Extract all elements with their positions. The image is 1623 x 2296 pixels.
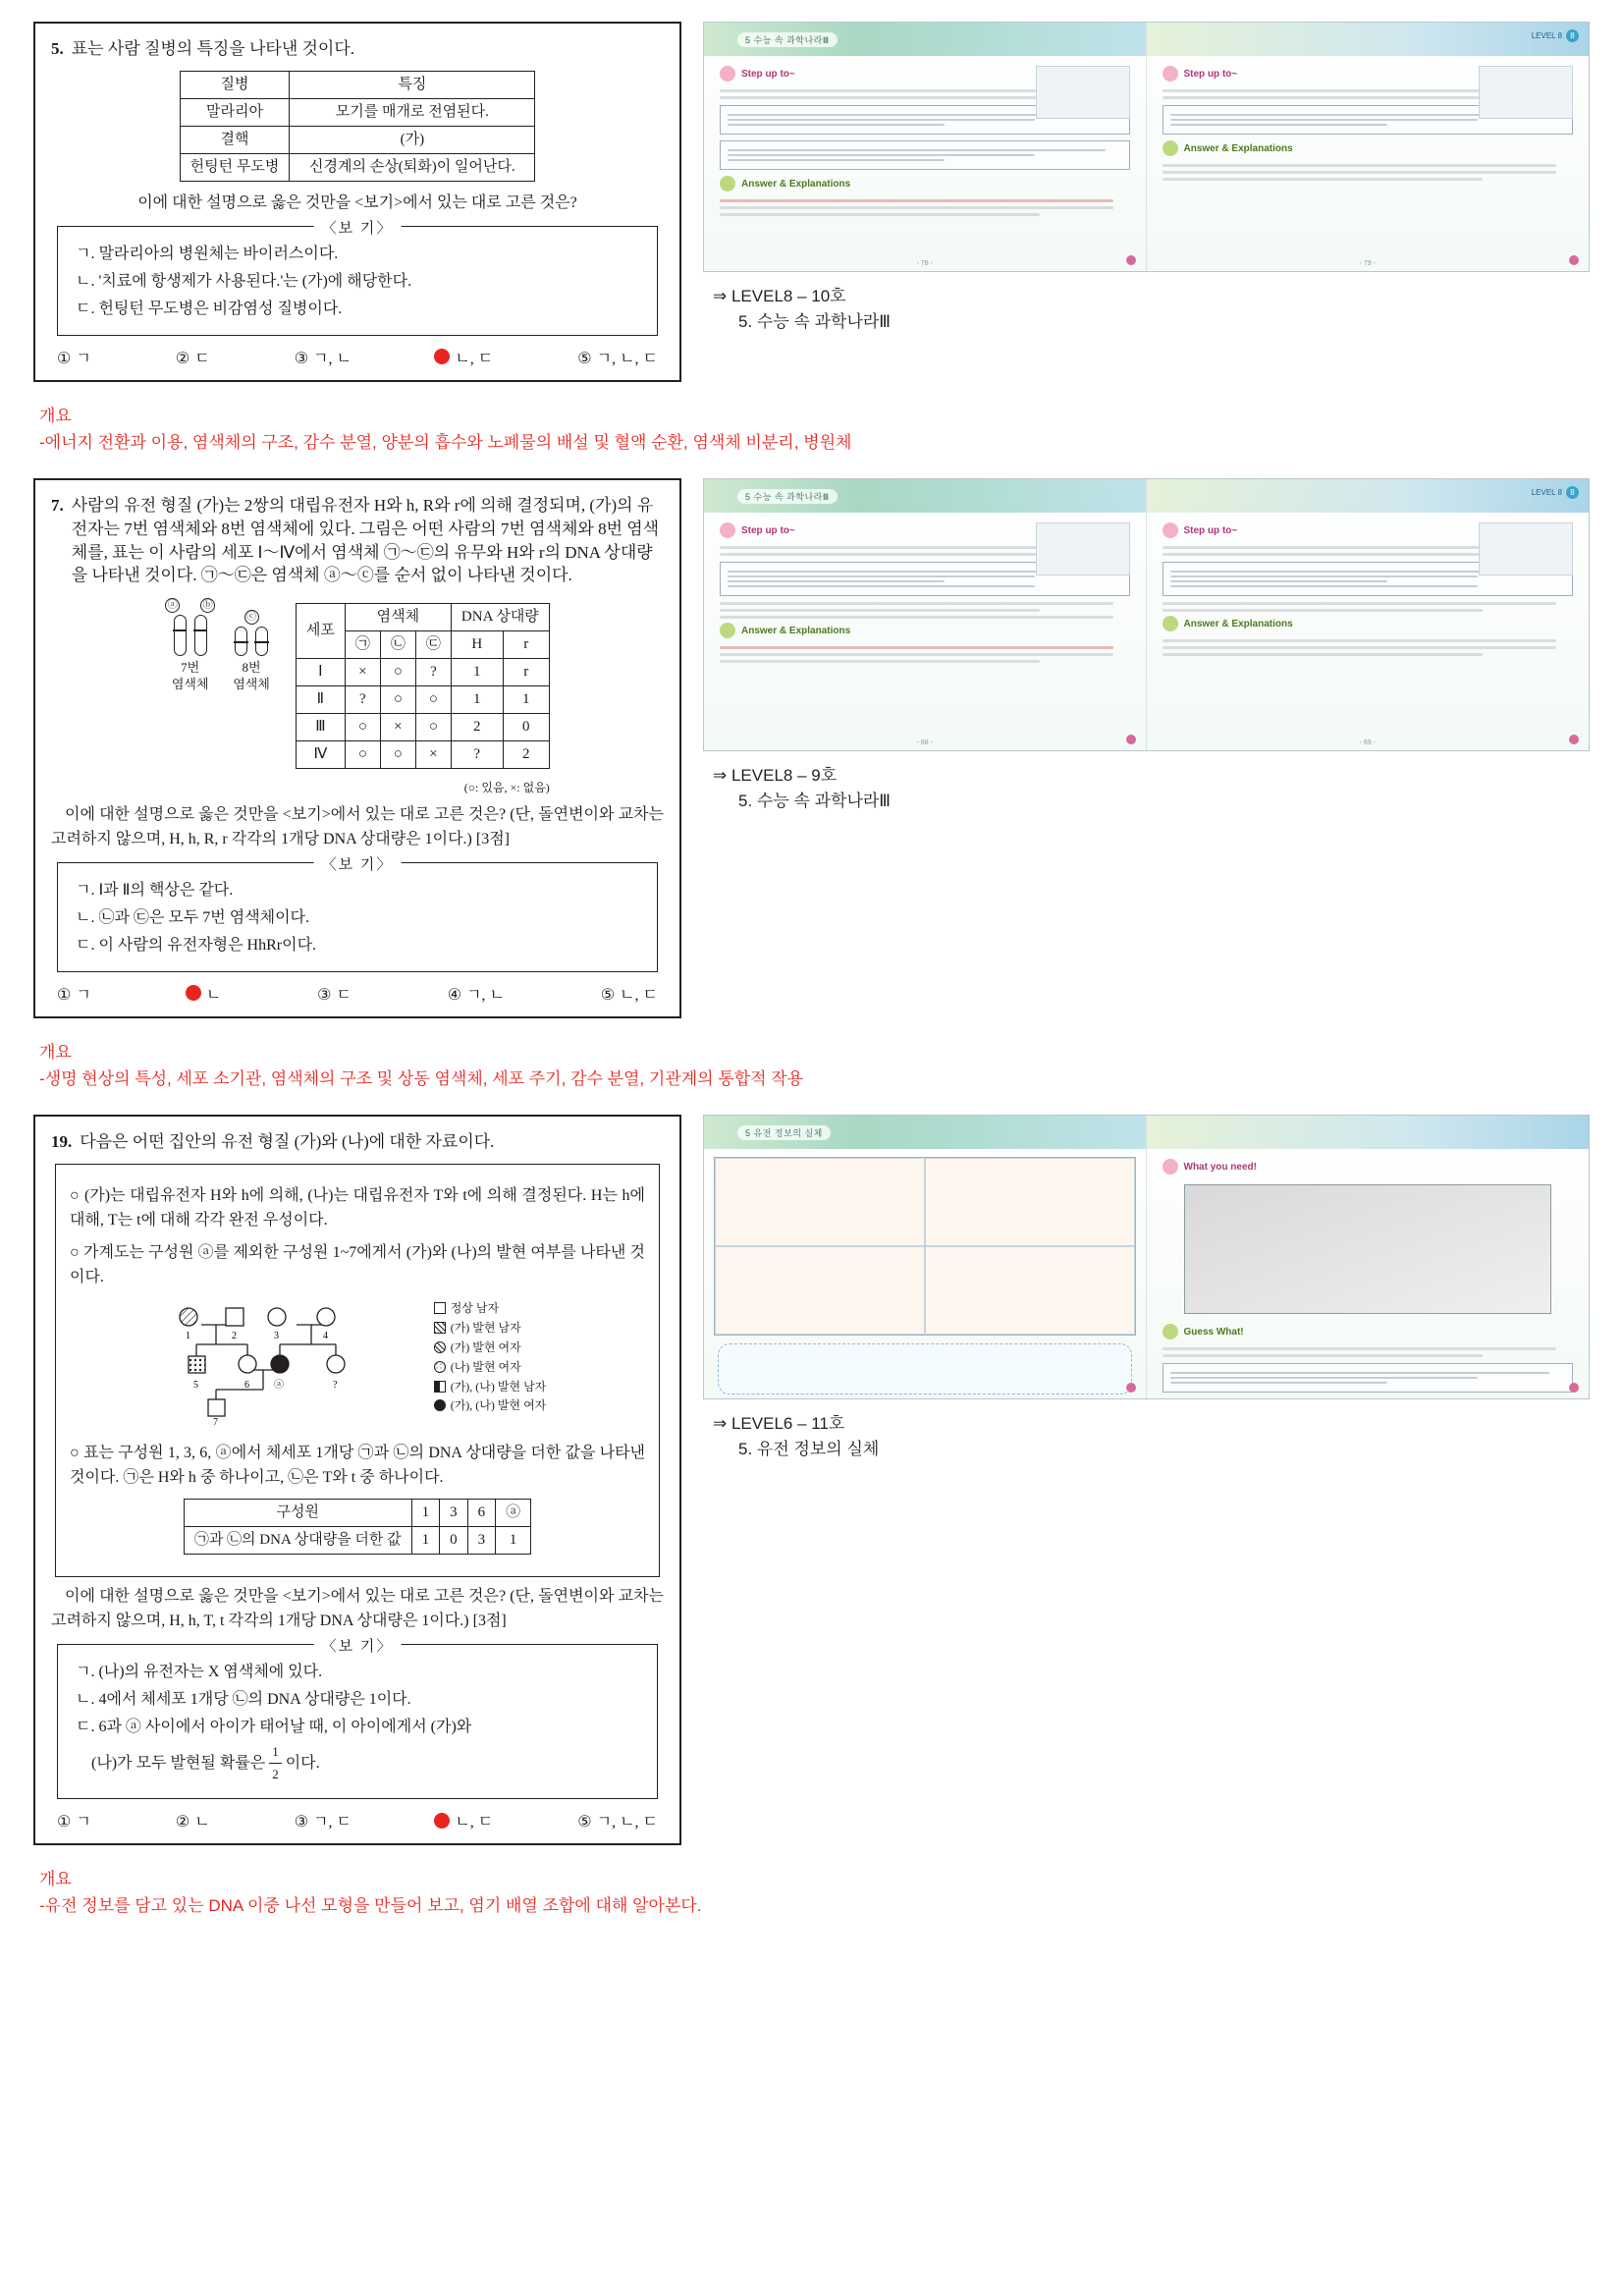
scan-header-bar bbox=[704, 479, 1146, 513]
chromosome-shape bbox=[174, 615, 187, 656]
scan-section-title: Step up to~ bbox=[1183, 68, 1238, 80]
chromosome-label-c: ⓒ bbox=[244, 610, 259, 625]
data-box bbox=[55, 1164, 660, 1577]
scan-section-heading bbox=[1163, 66, 1472, 82]
table-cell: ○ bbox=[345, 714, 380, 741]
scan-answer-heading bbox=[1163, 1324, 1574, 1339]
scan-header-bar bbox=[1147, 23, 1590, 56]
legend-item bbox=[434, 1358, 547, 1378]
table-cell: 1 bbox=[451, 659, 503, 686]
bogi-item: ㄷ. 6과 ⓐ 사이에서 아이가 태어날 때, 이 아이에게서 (가)와 (나)가 모두 발현될 확률은 $\frac{1}{2}$ 이다. bbox=[76, 1714, 639, 1787]
scan-section-heading bbox=[720, 522, 1028, 538]
bogi-item: ㄷ. 이 사람의 유전자형은 HhRr이다. bbox=[76, 936, 317, 954]
bogi-item: ㄱ. (나)의 유전자는 X 염색체에 있다. bbox=[76, 1663, 323, 1680]
question-number: 5. bbox=[51, 39, 64, 58]
scan-section-title: Step up to~ bbox=[741, 68, 795, 80]
scan-column-3 bbox=[703, 1115, 1590, 1461]
level-dot-icon: 8 bbox=[1566, 486, 1579, 499]
table-cell: 2 bbox=[451, 714, 503, 741]
svg-text:2: 2 bbox=[231, 1331, 237, 1342]
legend-item bbox=[434, 1299, 547, 1319]
question-stem: 다음은 어떤 집안의 유전 형질 (가)와 (나)에 대한 자료이다. bbox=[80, 1132, 495, 1152]
scan-section-title: Step up to~ bbox=[1183, 524, 1238, 536]
bogi-label: 〈보 기〉 bbox=[314, 1634, 402, 1660]
choice-text: ㄱ bbox=[76, 350, 91, 367]
disease-table bbox=[180, 71, 536, 182]
choice-text: ㄱ, ㄴ, ㄷ bbox=[596, 350, 658, 367]
bogi-box bbox=[57, 220, 658, 336]
scan-body bbox=[1147, 56, 1590, 196]
table-cell: ○ bbox=[415, 714, 451, 741]
table-header-cell: ㉡ bbox=[380, 631, 415, 659]
chromosome-shape bbox=[194, 615, 207, 656]
summary-1 bbox=[39, 402, 1590, 456]
choice-mark: ④ bbox=[447, 986, 462, 1004]
scan-page-number: - 69 - bbox=[1359, 739, 1376, 747]
svg-text:1: 1 bbox=[185, 1331, 190, 1342]
scan-answer-heading bbox=[720, 176, 1130, 191]
summary-title: 개요 bbox=[39, 1042, 72, 1062]
scan-level-badge bbox=[1532, 29, 1579, 42]
scan-page-number: - 79 - bbox=[1359, 260, 1376, 267]
table-cell: r bbox=[503, 659, 549, 686]
legend-symbol bbox=[434, 1322, 446, 1334]
table-header-cell: DNA 상대량 bbox=[451, 604, 549, 631]
question-card-1 bbox=[33, 22, 681, 382]
chromosome-group-7 bbox=[165, 597, 215, 693]
chromosome-caption: 7번 염색체 bbox=[171, 660, 209, 692]
answer-choice[interactable] bbox=[57, 346, 91, 368]
answer-choice[interactable] bbox=[176, 1809, 210, 1831]
table-cell: 3 bbox=[467, 1526, 496, 1554]
table-cell: 1 bbox=[411, 1526, 440, 1554]
scan-section-title: What you need! bbox=[1183, 1161, 1257, 1173]
bubble-icon bbox=[1163, 1324, 1178, 1339]
table-row bbox=[296, 741, 549, 769]
table-cell: ㉠과 ㉡의 DNA 상대량을 더한 값 bbox=[184, 1526, 411, 1554]
scan-level-label: LEVEL 8 bbox=[1531, 488, 1562, 498]
scan-chapter-chip: 5 수능 속 과학나라Ⅲ bbox=[737, 32, 838, 47]
answer-choice-selected[interactable] bbox=[436, 346, 493, 368]
scan-header-bar bbox=[704, 1116, 1146, 1149]
bogi-item: ㄴ. ㉡과 ㉢은 모두 7번 염색체이다. bbox=[76, 908, 310, 926]
chromosome-label-b: ⓑ bbox=[200, 598, 215, 613]
legend-item bbox=[434, 1319, 547, 1339]
chromosome-group-8 bbox=[233, 609, 270, 693]
scan-section-heading bbox=[1163, 1159, 1574, 1175]
choice-text: ㄱ bbox=[76, 1814, 91, 1831]
decorative-dot-icon bbox=[1126, 255, 1136, 265]
scan-section-heading bbox=[720, 66, 1028, 82]
table-header-cell: ㉠ bbox=[345, 631, 380, 659]
table-header-cell: 질병 bbox=[180, 71, 290, 98]
bubble-icon bbox=[720, 522, 735, 538]
svg-text:6: 6 bbox=[243, 1380, 249, 1392]
legend-label: (나) 발현 여자 bbox=[450, 1359, 521, 1374]
question-stem: 표는 사람 질병의 특징을 나타낸 것이다. bbox=[71, 39, 355, 58]
scan-header-bar bbox=[1147, 1116, 1590, 1149]
summary-title: 개요 bbox=[39, 1870, 72, 1889]
svg-text:4: 4 bbox=[322, 1331, 328, 1342]
legend-item bbox=[434, 1339, 547, 1358]
svg-text:5: 5 bbox=[192, 1380, 198, 1392]
svg-text:3: 3 bbox=[273, 1331, 279, 1342]
table-row bbox=[180, 153, 535, 181]
choice-text: ㄴ, ㄷ bbox=[620, 986, 658, 1004]
scan-thumbnail bbox=[1479, 522, 1573, 575]
question-number: 7. bbox=[51, 496, 64, 516]
scan-header-bar bbox=[1147, 479, 1590, 513]
fraction-one-half: $\frac{1}{2}$ bbox=[269, 1741, 282, 1787]
scan-thumbnail bbox=[1036, 66, 1130, 119]
bubble-icon bbox=[720, 66, 735, 82]
answer-choice-selected[interactable] bbox=[436, 1809, 493, 1831]
comic-panel bbox=[925, 1246, 1135, 1335]
legend-item bbox=[434, 1378, 547, 1397]
choice-mark: ⑤ bbox=[577, 1814, 592, 1831]
choice-mark: ① bbox=[57, 350, 72, 367]
bubble-icon bbox=[1163, 140, 1178, 156]
table-header-cell: H bbox=[451, 631, 503, 659]
scan-answer-title: Answer & Explanations bbox=[741, 178, 851, 190]
reference-line-2: 5. 유전 정보의 실체 bbox=[738, 1439, 880, 1458]
answer-choice[interactable] bbox=[601, 982, 658, 1005]
scan-body bbox=[1147, 1149, 1590, 1398]
table-header-cell: ㉢ bbox=[415, 631, 451, 659]
answer-choice[interactable] bbox=[295, 346, 352, 368]
comic-panel bbox=[925, 1158, 1135, 1246]
question-prompt: 이에 대한 설명으로 옳은 것만을 <보기>에서 있는 대로 고른 것은? (단, 돌연변이와 교차는 고려하지 않으며, H, h, T, t 각각의 1개당 DNA 상대량은 1이다.) [3점] bbox=[51, 1587, 664, 1629]
scan-page-left bbox=[704, 1116, 1147, 1398]
textbook-scan-1 bbox=[703, 22, 1590, 272]
level-dot-icon: 8 bbox=[1566, 29, 1579, 42]
scan-level-label: LEVEL 8 bbox=[1531, 31, 1562, 40]
bogi-label: 〈보 기〉 bbox=[314, 216, 402, 242]
answer-choices[interactable] bbox=[51, 982, 664, 1005]
dna-sum-table bbox=[184, 1499, 531, 1555]
table-header-cell: 염색체 bbox=[345, 604, 451, 631]
data-bullet: ○ (가)는 대립유전자 H와 h에 의해, (나)는 대립유전자 T와 t에 의해 결정된다. H는 h에 대해, T는 t에 대해 각각 완전 우성이다. bbox=[70, 1187, 645, 1229]
table-header-cell: r bbox=[503, 631, 549, 659]
choice-mark: ① bbox=[57, 1814, 72, 1831]
bubble-icon bbox=[1163, 66, 1178, 82]
scan-answer-title: Guess What! bbox=[1183, 1326, 1244, 1338]
table-row bbox=[184, 1526, 530, 1554]
summary-2 bbox=[39, 1038, 1590, 1092]
choice-text: ㄷ bbox=[194, 350, 210, 367]
table-cell: ? bbox=[345, 686, 380, 714]
decorative-dot-icon bbox=[1126, 735, 1136, 744]
legend-label: (가) 발현 여자 bbox=[450, 1339, 521, 1354]
pedigree-svg bbox=[169, 1299, 414, 1427]
question-number: 19. bbox=[51, 1132, 73, 1152]
reference-line-2: 5. 수능 속 과학나라Ⅲ bbox=[738, 311, 892, 331]
bubble-icon bbox=[720, 176, 735, 191]
choice-mark: ③ bbox=[294, 1814, 309, 1831]
table-cell: ○ bbox=[415, 686, 451, 714]
summary-3 bbox=[39, 1865, 1590, 1919]
scan-thumbnail bbox=[1479, 66, 1573, 119]
answer-choice[interactable] bbox=[176, 346, 210, 368]
answer-choice[interactable] bbox=[577, 346, 658, 368]
comic-panel bbox=[715, 1246, 925, 1335]
table-cell: 헌팅턴 무도병 bbox=[180, 153, 290, 181]
scan-thumbnail bbox=[1036, 522, 1130, 575]
table-cell: 모기를 매개로 전염된다. bbox=[290, 98, 535, 126]
choice-text: ㄴ, ㄷ bbox=[455, 350, 494, 367]
choice-mark: ① bbox=[57, 986, 72, 1004]
chromosome-shape bbox=[255, 627, 268, 656]
scan-page-left bbox=[704, 23, 1147, 271]
content-block-1 bbox=[33, 22, 1590, 455]
table-cell: ? bbox=[451, 741, 503, 769]
materials-photo bbox=[1184, 1184, 1552, 1314]
scan-page-left bbox=[704, 479, 1147, 750]
comic-panel-grid bbox=[714, 1157, 1136, 1336]
bogi-item: ㄴ. 4에서 체세포 1개당 ㉡의 DNA 상대량은 1이다. bbox=[76, 1690, 411, 1708]
data-bullet: ○ 표는 구성원 1, 3, 6, ⓐ에서 체세포 1개당 ㉠과 ㉡의 DNA 상대량을 더한 값을 나타낸 것이다. ㉠은 H와 h 중 하나이고, ㉡은 T와 t 중 하나이다. bbox=[70, 1445, 645, 1487]
choice-text: ㄴ, ㄷ bbox=[455, 1814, 494, 1831]
table-cell: 1 bbox=[503, 686, 549, 714]
content-block-3 bbox=[33, 1115, 1590, 1918]
pedigree-figure bbox=[70, 1299, 645, 1432]
table-row bbox=[180, 98, 535, 126]
table-row bbox=[296, 714, 549, 741]
textbook-scan-2 bbox=[703, 478, 1590, 751]
summary-body: -유전 정보를 담고 있는 DNA 이중 나선 모형을 만들어 보고, 염기 배열 조합에 대해 알아본다. bbox=[39, 1896, 702, 1916]
bogi-box bbox=[57, 856, 658, 972]
scan-answer-box bbox=[1163, 1363, 1574, 1393]
table-header-cell: 3 bbox=[440, 1499, 468, 1526]
bogi-item: ㄱ. Ⅰ과 Ⅱ의 핵상은 같다. bbox=[76, 881, 234, 899]
bogi-item: ㄷ. 헌팅턴 무도병은 비감염성 질병이다. bbox=[76, 300, 343, 317]
pedigree-canvas bbox=[169, 1299, 414, 1432]
cell-dna-table bbox=[296, 603, 550, 769]
table-cell: 0 bbox=[440, 1526, 468, 1554]
table-cell: ○ bbox=[380, 741, 415, 769]
legend-item bbox=[434, 1396, 547, 1416]
choice-mark: ② bbox=[175, 1814, 190, 1831]
bubble-icon bbox=[1163, 1159, 1178, 1175]
scan-page-number: - 78 - bbox=[916, 260, 933, 267]
answer-choice[interactable] bbox=[317, 982, 352, 1005]
table-header-cell: 구성원 bbox=[184, 1499, 411, 1526]
legend-label: 정상 남자 bbox=[450, 1301, 500, 1316]
chromosome-caption: 8번 염색체 bbox=[233, 660, 270, 692]
table-row bbox=[296, 659, 549, 686]
answer-choices[interactable] bbox=[51, 346, 664, 368]
answer-choices[interactable] bbox=[51, 1809, 664, 1831]
bogi-item: ㄱ. 말라리아의 병원체는 바이러스이다. bbox=[76, 245, 339, 262]
pedigree-legend bbox=[434, 1299, 547, 1416]
scan-section-title: Step up to~ bbox=[741, 524, 795, 536]
table-cell: 신경계의 손상(퇴화)이 일어난다. bbox=[290, 153, 535, 181]
reference-line-1: ⇒ LEVEL6 – 11호 bbox=[713, 1414, 845, 1434]
table-cell: 0 bbox=[503, 714, 549, 741]
legend-symbol bbox=[434, 1381, 446, 1393]
question-card-2 bbox=[33, 478, 681, 1018]
table-cell: × bbox=[345, 659, 380, 686]
table-cell: Ⅱ bbox=[296, 686, 345, 714]
bogi-label: 〈보 기〉 bbox=[314, 852, 402, 878]
choice-text: ㄴ bbox=[205, 986, 222, 1004]
answer-choice[interactable] bbox=[295, 1809, 352, 1831]
choice-mark: ③ bbox=[294, 350, 309, 367]
svg-text:?: ? bbox=[332, 1380, 338, 1392]
table-note: (○: 있음, ×: 없음) bbox=[463, 781, 550, 795]
question-stem: 사람의 유전 형질 (가)는 2쌍의 대립유전자 H와 h, R와 r에 의해 결정되며, (가)의 유전자는 7번 염색체와 8번 염색체에 있다. 그림은 어떤 사람의 7번 염색체와 8번 염색체를, 표는 이 사람의 세포 Ⅰ～Ⅳ에서 염색체 ㉠～㉢의 유무와 H와 r의 DNA 상대량을 나타낸 것이다. ㉠～㉢은 염색체 ⓐ～ⓒ를 순서 없이 나타낸 것이다. bbox=[71, 496, 660, 585]
answer-choice-selected[interactable] bbox=[188, 982, 222, 1005]
textbook-scan-3 bbox=[703, 1115, 1590, 1399]
scan-body bbox=[1147, 513, 1590, 672]
scan-page-right bbox=[1147, 23, 1590, 271]
answer-choice[interactable] bbox=[57, 982, 91, 1005]
decorative-dot-icon bbox=[1126, 1383, 1136, 1393]
choice-mark: ② bbox=[175, 350, 190, 367]
chromosome-label-a: ⓐ bbox=[165, 598, 180, 613]
comic-panel bbox=[715, 1158, 925, 1246]
scan-page-number: - 68 - bbox=[916, 739, 933, 747]
table-cell: 1 bbox=[451, 686, 503, 714]
table-cell: × bbox=[415, 741, 451, 769]
scan-header-bar bbox=[704, 23, 1146, 56]
table-cell: Ⅰ bbox=[296, 659, 345, 686]
choice-text: ㄱ, ㄴ bbox=[313, 350, 352, 367]
reference-3 bbox=[703, 1411, 1590, 1461]
chromosome-shape bbox=[235, 627, 247, 656]
summary-body: -생명 현상의 특성, 세포 소기관, 염색체의 구조 및 상동 염색체, 세포 주기, 감수 분열, 기관계의 통합적 작용 bbox=[39, 1068, 804, 1088]
table-cell: ○ bbox=[380, 686, 415, 714]
scan-section-heading bbox=[1163, 522, 1472, 538]
legend-symbol bbox=[434, 1302, 446, 1314]
table-cell: × bbox=[380, 714, 415, 741]
choice-text: ㄷ bbox=[336, 986, 352, 1004]
table-cell: Ⅳ bbox=[296, 741, 345, 769]
table-row bbox=[180, 126, 535, 153]
table-cell: 2 bbox=[503, 741, 549, 769]
bubble-icon bbox=[720, 623, 735, 638]
table-header-cell: 6 bbox=[467, 1499, 496, 1526]
table-cell: ? bbox=[415, 659, 451, 686]
choice-text: ㄱ, ㄴ, ㄷ bbox=[596, 1814, 658, 1831]
svg-text:ⓐ: ⓐ bbox=[273, 1380, 284, 1392]
reference-line-1: ⇒ LEVEL8 – 10호 bbox=[713, 287, 846, 305]
scan-page-right bbox=[1147, 1116, 1590, 1398]
data-bullet: ○ 가계도는 구성원 ⓐ를 제외한 구성원 1~7에게서 (가)와 (나)의 발현 여부를 나타낸 것이다. bbox=[70, 1243, 645, 1285]
scan-answer-heading bbox=[1163, 140, 1574, 156]
scan-body bbox=[704, 513, 1146, 679]
choice-text: ㄱ bbox=[76, 986, 91, 1004]
legend-label: (가) 발현 남자 bbox=[450, 1321, 521, 1336]
choice-text: ㄱ, ㄷ bbox=[313, 1814, 352, 1831]
scan-answer-title: Answer & Explanations bbox=[1183, 142, 1293, 154]
legend-symbol bbox=[434, 1341, 446, 1353]
choice-text: ㄴ bbox=[194, 1814, 210, 1831]
answer-choice[interactable] bbox=[448, 982, 505, 1005]
reference-2 bbox=[703, 763, 1590, 813]
scan-answer-title: Answer & Explanations bbox=[1183, 618, 1293, 629]
scan-answer-heading bbox=[1163, 616, 1574, 631]
scan-answer-heading bbox=[720, 623, 1130, 638]
table-cell: 말라리아 bbox=[180, 98, 290, 126]
decorative-dot-icon bbox=[1569, 255, 1579, 265]
table-header-cell: 특징 bbox=[290, 71, 535, 98]
scan-column-1 bbox=[703, 22, 1590, 334]
choice-text: ㄱ, ㄴ bbox=[466, 986, 505, 1004]
scan-column-2 bbox=[703, 478, 1590, 813]
question-prompt: 이에 대한 설명으로 옳은 것만을 <보기>에서 있는 대로 고른 것은? bbox=[137, 193, 577, 211]
table-header-cell: 세포 bbox=[296, 604, 345, 659]
table-cell: 결핵 bbox=[180, 126, 290, 153]
svg-text:7: 7 bbox=[212, 1417, 218, 1428]
scan-answer-box bbox=[720, 140, 1130, 170]
reference-line-2: 5. 수능 속 과학나라Ⅲ bbox=[738, 791, 892, 810]
legend-label: (가), (나) 발현 여자 bbox=[450, 1398, 547, 1413]
choice-mark: ⑤ bbox=[577, 350, 592, 367]
scan-page-right bbox=[1147, 479, 1590, 750]
reference-line-1: ⇒ LEVEL8 – 9호 bbox=[713, 766, 838, 786]
question-card-3 bbox=[33, 1115, 681, 1845]
choice-mark: ③ bbox=[317, 986, 332, 1004]
scan-body bbox=[704, 56, 1146, 232]
answer-choice[interactable] bbox=[57, 1809, 91, 1831]
table-cell: Ⅲ bbox=[296, 714, 345, 741]
legend-symbol bbox=[434, 1361, 446, 1373]
table-cell: ○ bbox=[345, 741, 380, 769]
bubble-icon bbox=[1163, 616, 1178, 631]
bubble-icon bbox=[1163, 522, 1178, 538]
legend-symbol bbox=[434, 1399, 446, 1411]
scan-chapter-chip: 5 수능 속 과학나라Ⅲ bbox=[737, 489, 838, 504]
bogi-item: ㄴ. '치료에 항생제가 사용된다.'는 (가)에 해당한다. bbox=[76, 272, 412, 290]
reference-1 bbox=[703, 284, 1590, 334]
summary-body: -에너지 전환과 이용, 염색체의 구조, 감수 분열, 양분의 흡수와 노폐물의 배설 및 혈액 순환, 염색체 비분리, 병원체 bbox=[39, 432, 852, 452]
speech-cloud bbox=[718, 1343, 1132, 1394]
table-cell: (가) bbox=[290, 126, 535, 153]
question-prompt: 이에 대한 설명으로 옳은 것만을 <보기>에서 있는 대로 고른 것은? (단, 돌연변이와 교차는 고려하지 않으며, H, h, R, r 각각의 1개당 DNA 상대량은 1이다.) [3점] bbox=[51, 806, 664, 848]
table-cell: 1 bbox=[496, 1526, 531, 1554]
bogi-box bbox=[57, 1638, 658, 1800]
table-cell: ○ bbox=[380, 659, 415, 686]
content-block-2 bbox=[33, 478, 1590, 1091]
scan-chapter-chip: 5 유전 정보의 실체 bbox=[737, 1125, 831, 1140]
table-header-cell: 1 bbox=[411, 1499, 440, 1526]
choice-mark: ⑤ bbox=[600, 986, 616, 1004]
table-row bbox=[296, 686, 549, 714]
legend-label: (가), (나) 발현 남자 bbox=[450, 1379, 547, 1394]
scan-level-badge bbox=[1532, 486, 1579, 499]
chromosome-figure bbox=[51, 597, 664, 795]
summary-title: 개요 bbox=[39, 406, 72, 425]
table-header-cell: ⓐ bbox=[496, 1499, 531, 1526]
answer-choice[interactable] bbox=[577, 1809, 658, 1831]
scan-answer-title: Answer & Explanations bbox=[741, 625, 851, 636]
